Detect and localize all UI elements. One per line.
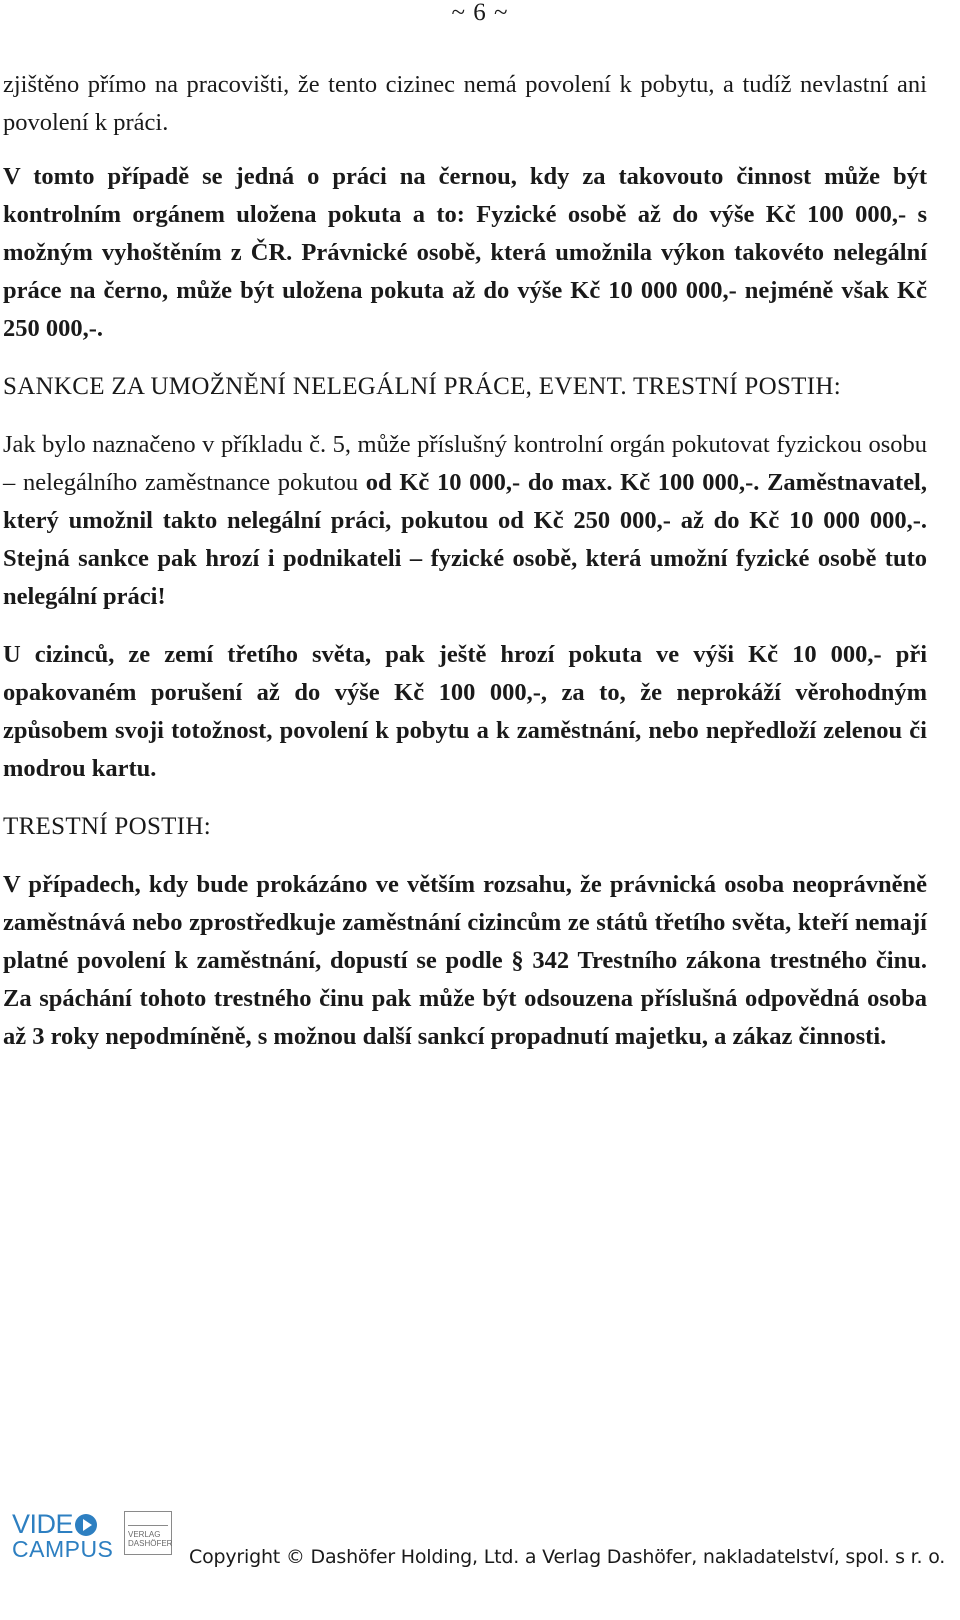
verlag-dashofer-logo (124, 1511, 172, 1555)
document-body (3, 66, 927, 1076)
paragraph-4: U cizinců, ze zemí třetího světa, pak ještě hrozí pokuta ve výši Kč 10 000,- při opakovaném porušení až do výše Kč 100 000,-, za to, že neprokáží věrohodným způsobem svoji totožnost, povolení k pobytu a k zaměstnání, nebo nepředloží zelenou či modrou kartu. (3, 641, 927, 782)
paragraph-3-normal: Jak bylo naznačeno v příkladu č. 5, může příslušný kontrolní orgán pokutovat fyzickou osobu – nelegálního zaměstnance pokutou (3, 431, 927, 496)
paragraph-1: zjištěno přímo na pracovišti, že tento cizinec nemá povolení k pobytu, a tudíž nevlastní ani povolení k práci. (3, 71, 927, 136)
logo-text-video: VIDE (12, 1509, 74, 1539)
heading-criminal: TRESTNÍ POSTIH: (3, 813, 211, 840)
video-campus-logo (12, 1509, 116, 1562)
paragraph-2: V tomto případě se jedná o práci na černou, kdy za takovouto činnost může být kontrolním orgánem uložena pokuta a to: Fyzické osobě až do výše Kč 100 000,- s možným vyhoštěním z ČR. Právnické osobě, která umožnila výkon takovéto nelegální práce na černo, může být uložena pokuta až do výše Kč 10 000 000,- nejméně však Kč 250 000,-. (3, 163, 927, 342)
paragraph-5: V případech, kdy bude prokázáno ve větším rozsahu, že právnická osoba neoprávněně zaměstnává nebo zprostředkuje zaměstnání cizincům ze států třetího světa, kteří nemají platné povolení k zaměstnání, dopustí se podle § 342 Trestního zákona trestného činu. Za spáchání tohoto trestného činu pak může být odsouzena příslušná odpovědná osoba až 3 roky nepodmíněně, s možnou další sankcí propadnutí majetku, a zákaz činnosti. (3, 871, 927, 1050)
logo-bar (128, 1517, 168, 1526)
play-icon (75, 1514, 97, 1536)
page-footer (0, 1496, 960, 1620)
paragraph-3-bold: od Kč 10 000,- do max. Kč 100 000,-. Zaměstnavatel, který umožnil takto nelegální práci, pokutou od Kč 250 000,- až do Kč 10 000 000,-. Stejná sankce pak hrozí i podnikateli – fyzické osobě, která umožní fyzické osobě tuto nelegální práci! (3, 469, 927, 610)
logo-text-campus: CAMPUS (12, 1536, 114, 1562)
heading-sanctions: SANKCE ZA UMOŽNĚNÍ NELEGÁLNÍ PRÁCE, EVENT. TRESTNÍ POSTIH: (3, 373, 841, 400)
page-number: ~ 6 ~ (451, 0, 509, 26)
copyright-text: Copyright © Dashöfer Holding, Ltd. a Verlag Dashöfer, nakladatelství, spol. s r. o. (189, 1546, 946, 1568)
paragraph-3 (3, 426, 927, 616)
verlag-text: VERLAG (128, 1530, 161, 1539)
dashofer-text: DASHÖFER (128, 1539, 173, 1548)
